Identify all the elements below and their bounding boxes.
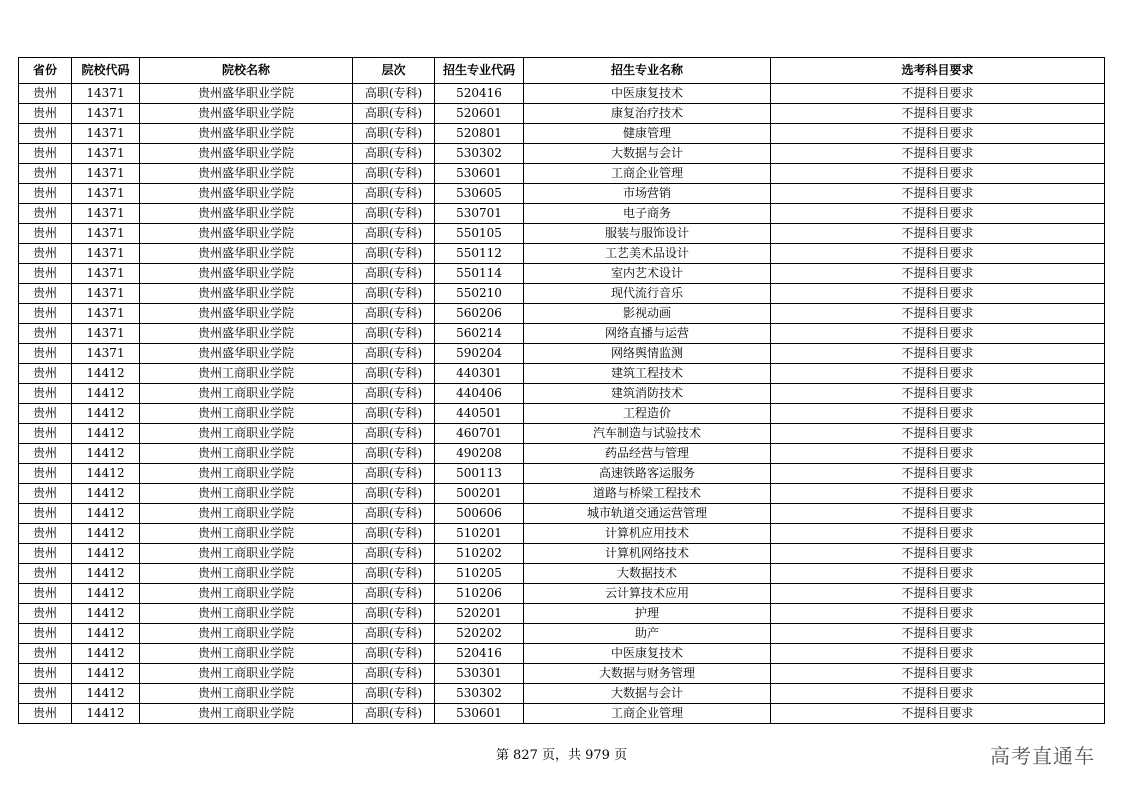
table-row bbox=[19, 304, 1105, 324]
major-name-cell: 建筑工程技术 bbox=[524, 364, 771, 384]
subject-requirement-cell: 不提科目要求 bbox=[771, 444, 1105, 464]
subject-requirement-cell: 不提科目要求 bbox=[771, 404, 1105, 424]
major-code-cell: 490208 bbox=[435, 444, 524, 464]
subject-requirement-cell: 不提科目要求 bbox=[771, 244, 1105, 264]
province-cell: 贵州 bbox=[19, 584, 72, 604]
province-cell: 贵州 bbox=[19, 184, 72, 204]
school-code-cell: 14371 bbox=[72, 224, 140, 244]
table-row bbox=[19, 284, 1105, 304]
school-name-cell: 贵州工商职业学院 bbox=[140, 704, 353, 724]
school-name-cell: 贵州盛华职业学院 bbox=[140, 324, 353, 344]
province-cell: 贵州 bbox=[19, 484, 72, 504]
school-code-cell: 14412 bbox=[72, 644, 140, 664]
major-code-cell: 530301 bbox=[435, 664, 524, 684]
table-row bbox=[19, 344, 1105, 364]
school-code-cell: 14412 bbox=[72, 604, 140, 624]
table-row bbox=[19, 704, 1105, 724]
school-name-cell: 贵州工商职业学院 bbox=[140, 624, 353, 644]
major-name-cell: 助产 bbox=[524, 624, 771, 644]
school-name-cell: 贵州工商职业学院 bbox=[140, 584, 353, 604]
major-code-cell: 500606 bbox=[435, 504, 524, 524]
level-cell: 高职(专科) bbox=[353, 424, 435, 444]
major-name-cell: 服装与服饰设计 bbox=[524, 224, 771, 244]
school-code-cell: 14371 bbox=[72, 304, 140, 324]
subject-requirement-cell: 不提科目要求 bbox=[771, 104, 1105, 124]
school-code-cell: 14412 bbox=[72, 384, 140, 404]
province-cell: 贵州 bbox=[19, 144, 72, 164]
major-name-cell: 康复治疗技术 bbox=[524, 104, 771, 124]
major-code-cell: 560206 bbox=[435, 304, 524, 324]
major-code-cell: 550105 bbox=[435, 224, 524, 244]
major-name-cell: 护理 bbox=[524, 604, 771, 624]
school-name-cell: 贵州盛华职业学院 bbox=[140, 264, 353, 284]
level-cell: 高职(专科) bbox=[353, 344, 435, 364]
school-name-cell: 贵州盛华职业学院 bbox=[140, 244, 353, 264]
major-code-cell: 460701 bbox=[435, 424, 524, 444]
province-cell: 贵州 bbox=[19, 324, 72, 344]
header-major-code: 招生专业代码 bbox=[435, 58, 524, 84]
school-name-cell: 贵州盛华职业学院 bbox=[140, 224, 353, 244]
subject-requirement-cell: 不提科目要求 bbox=[771, 584, 1105, 604]
subject-requirement-cell: 不提科目要求 bbox=[771, 624, 1105, 644]
major-name-cell: 云计算技术应用 bbox=[524, 584, 771, 604]
major-code-cell: 510206 bbox=[435, 584, 524, 604]
major-code-cell: 530605 bbox=[435, 184, 524, 204]
level-cell: 高职(专科) bbox=[353, 284, 435, 304]
major-code-cell: 500113 bbox=[435, 464, 524, 484]
school-code-cell: 14412 bbox=[72, 504, 140, 524]
school-name-cell: 贵州工商职业学院 bbox=[140, 644, 353, 664]
province-cell: 贵州 bbox=[19, 84, 72, 104]
level-cell: 高职(专科) bbox=[353, 364, 435, 384]
school-code-cell: 14412 bbox=[72, 544, 140, 564]
major-code-cell: 560214 bbox=[435, 324, 524, 344]
province-cell: 贵州 bbox=[19, 104, 72, 124]
school-code-cell: 14371 bbox=[72, 144, 140, 164]
subject-requirement-cell: 不提科目要求 bbox=[771, 164, 1105, 184]
table-row bbox=[19, 224, 1105, 244]
school-name-cell: 贵州盛华职业学院 bbox=[140, 344, 353, 364]
major-name-cell: 现代流行音乐 bbox=[524, 284, 771, 304]
school-code-cell: 14412 bbox=[72, 524, 140, 544]
level-cell: 高职(专科) bbox=[353, 224, 435, 244]
subject-requirement-cell: 不提科目要求 bbox=[771, 604, 1105, 624]
province-cell: 贵州 bbox=[19, 424, 72, 444]
major-name-cell: 工商企业管理 bbox=[524, 704, 771, 724]
major-name-cell: 计算机应用技术 bbox=[524, 524, 771, 544]
province-cell: 贵州 bbox=[19, 124, 72, 144]
major-name-cell: 药品经营与管理 bbox=[524, 444, 771, 464]
subject-requirement-cell: 不提科目要求 bbox=[771, 424, 1105, 444]
watermark: 高考直通车 bbox=[990, 744, 1095, 768]
school-code-cell: 14371 bbox=[72, 244, 140, 264]
province-cell: 贵州 bbox=[19, 344, 72, 364]
major-code-cell: 500201 bbox=[435, 484, 524, 504]
subject-requirement-cell: 不提科目要求 bbox=[771, 344, 1105, 364]
subject-requirement-cell: 不提科目要求 bbox=[771, 384, 1105, 404]
table-row bbox=[19, 624, 1105, 644]
school-code-cell: 14371 bbox=[72, 324, 140, 344]
level-cell: 高职(专科) bbox=[353, 184, 435, 204]
province-cell: 贵州 bbox=[19, 684, 72, 704]
major-name-cell: 道路与桥梁工程技术 bbox=[524, 484, 771, 504]
major-name-cell: 大数据与会计 bbox=[524, 684, 771, 704]
school-code-cell: 14412 bbox=[72, 684, 140, 704]
table-row bbox=[19, 684, 1105, 704]
school-code-cell: 14371 bbox=[72, 124, 140, 144]
header-row bbox=[19, 58, 1105, 84]
table-row bbox=[19, 604, 1105, 624]
school-code-cell: 14371 bbox=[72, 164, 140, 184]
school-name-cell: 贵州工商职业学院 bbox=[140, 444, 353, 464]
province-cell: 贵州 bbox=[19, 444, 72, 464]
province-cell: 贵州 bbox=[19, 644, 72, 664]
level-cell: 高职(专科) bbox=[353, 144, 435, 164]
table-row bbox=[19, 584, 1105, 604]
province-cell: 贵州 bbox=[19, 204, 72, 224]
level-cell: 高职(专科) bbox=[353, 644, 435, 664]
school-code-cell: 14412 bbox=[72, 464, 140, 484]
major-code-cell: 510202 bbox=[435, 544, 524, 564]
table-row bbox=[19, 264, 1105, 284]
school-name-cell: 贵州工商职业学院 bbox=[140, 604, 353, 624]
subject-requirement-cell: 不提科目要求 bbox=[771, 124, 1105, 144]
level-cell: 高职(专科) bbox=[353, 124, 435, 144]
header-province: 省份 bbox=[19, 58, 72, 84]
province-cell: 贵州 bbox=[19, 304, 72, 324]
table-row bbox=[19, 84, 1105, 104]
school-name-cell: 贵州盛华职业学院 bbox=[140, 204, 353, 224]
school-name-cell: 贵州盛华职业学院 bbox=[140, 184, 353, 204]
province-cell: 贵州 bbox=[19, 364, 72, 384]
level-cell: 高职(专科) bbox=[353, 544, 435, 564]
school-name-cell: 贵州工商职业学院 bbox=[140, 404, 353, 424]
school-name-cell: 贵州工商职业学院 bbox=[140, 524, 353, 544]
major-code-cell: 510201 bbox=[435, 524, 524, 544]
major-code-cell: 520601 bbox=[435, 104, 524, 124]
province-cell: 贵州 bbox=[19, 464, 72, 484]
school-code-cell: 14412 bbox=[72, 564, 140, 584]
table-row bbox=[19, 564, 1105, 584]
school-code-cell: 14412 bbox=[72, 484, 140, 504]
major-code-cell: 520416 bbox=[435, 84, 524, 104]
province-cell: 贵州 bbox=[19, 544, 72, 564]
major-name-cell: 汽车制造与试验技术 bbox=[524, 424, 771, 444]
major-code-cell: 530601 bbox=[435, 704, 524, 724]
province-cell: 贵州 bbox=[19, 244, 72, 264]
level-cell: 高职(专科) bbox=[353, 584, 435, 604]
subject-requirement-cell: 不提科目要求 bbox=[771, 504, 1105, 524]
school-code-cell: 14371 bbox=[72, 84, 140, 104]
subject-requirement-cell: 不提科目要求 bbox=[771, 284, 1105, 304]
school-code-cell: 14371 bbox=[72, 184, 140, 204]
table-row bbox=[19, 484, 1105, 504]
major-code-cell: 550112 bbox=[435, 244, 524, 264]
level-cell: 高职(专科) bbox=[353, 664, 435, 684]
major-name-cell: 大数据与财务管理 bbox=[524, 664, 771, 684]
major-name-cell: 工艺美术品设计 bbox=[524, 244, 771, 264]
school-code-cell: 14412 bbox=[72, 424, 140, 444]
school-name-cell: 贵州盛华职业学院 bbox=[140, 164, 353, 184]
level-cell: 高职(专科) bbox=[353, 264, 435, 284]
school-name-cell: 贵州盛华职业学院 bbox=[140, 284, 353, 304]
major-code-cell: 440406 bbox=[435, 384, 524, 404]
table-row bbox=[19, 204, 1105, 224]
subject-requirement-cell: 不提科目要求 bbox=[771, 184, 1105, 204]
school-name-cell: 贵州盛华职业学院 bbox=[140, 124, 353, 144]
school-name-cell: 贵州工商职业学院 bbox=[140, 484, 353, 504]
school-code-cell: 14412 bbox=[72, 364, 140, 384]
school-code-cell: 14412 bbox=[72, 404, 140, 424]
province-cell: 贵州 bbox=[19, 504, 72, 524]
major-name-cell: 中医康复技术 bbox=[524, 644, 771, 664]
subject-requirement-cell: 不提科目要求 bbox=[771, 684, 1105, 704]
major-name-cell: 工商企业管理 bbox=[524, 164, 771, 184]
school-name-cell: 贵州工商职业学院 bbox=[140, 364, 353, 384]
level-cell: 高职(专科) bbox=[353, 464, 435, 484]
major-code-cell: 520202 bbox=[435, 624, 524, 644]
major-name-cell: 电子商务 bbox=[524, 204, 771, 224]
province-cell: 贵州 bbox=[19, 224, 72, 244]
header-school-name: 院校名称 bbox=[140, 58, 353, 84]
school-code-cell: 14371 bbox=[72, 204, 140, 224]
level-cell: 高职(专科) bbox=[353, 404, 435, 424]
header-major-name: 招生专业名称 bbox=[524, 58, 771, 84]
table-row bbox=[19, 644, 1105, 664]
major-name-cell: 大数据与会计 bbox=[524, 144, 771, 164]
subject-requirement-cell: 不提科目要求 bbox=[771, 464, 1105, 484]
level-cell: 高职(专科) bbox=[353, 164, 435, 184]
major-name-cell: 高速铁路客运服务 bbox=[524, 464, 771, 484]
major-code-cell: 440301 bbox=[435, 364, 524, 384]
school-code-cell: 14371 bbox=[72, 284, 140, 304]
major-code-cell: 520801 bbox=[435, 124, 524, 144]
school-name-cell: 贵州工商职业学院 bbox=[140, 424, 353, 444]
school-name-cell: 贵州工商职业学院 bbox=[140, 664, 353, 684]
level-cell: 高职(专科) bbox=[353, 324, 435, 344]
major-name-cell: 中医康复技术 bbox=[524, 84, 771, 104]
header-school-code: 院校代码 bbox=[72, 58, 140, 84]
level-cell: 高职(专科) bbox=[353, 444, 435, 464]
school-name-cell: 贵州盛华职业学院 bbox=[140, 84, 353, 104]
table-row bbox=[19, 544, 1105, 564]
subject-requirement-cell: 不提科目要求 bbox=[771, 484, 1105, 504]
level-cell: 高职(专科) bbox=[353, 604, 435, 624]
table-row bbox=[19, 164, 1105, 184]
admission-table bbox=[18, 57, 1105, 724]
table-row bbox=[19, 124, 1105, 144]
school-code-cell: 14412 bbox=[72, 584, 140, 604]
table-row bbox=[19, 384, 1105, 404]
subject-requirement-cell: 不提科目要求 bbox=[771, 304, 1105, 324]
subject-requirement-cell: 不提科目要求 bbox=[771, 264, 1105, 284]
major-name-cell: 健康管理 bbox=[524, 124, 771, 144]
major-name-cell: 建筑消防技术 bbox=[524, 384, 771, 404]
level-cell: 高职(专科) bbox=[353, 564, 435, 584]
subject-requirement-cell: 不提科目要求 bbox=[771, 704, 1105, 724]
school-name-cell: 贵州工商职业学院 bbox=[140, 464, 353, 484]
level-cell: 高职(专科) bbox=[353, 304, 435, 324]
school-name-cell: 贵州工商职业学院 bbox=[140, 564, 353, 584]
level-cell: 高职(专科) bbox=[353, 704, 435, 724]
level-cell: 高职(专科) bbox=[353, 244, 435, 264]
major-name-cell: 计算机网络技术 bbox=[524, 544, 771, 564]
level-cell: 高职(专科) bbox=[353, 624, 435, 644]
table-row bbox=[19, 504, 1105, 524]
school-code-cell: 14412 bbox=[72, 624, 140, 644]
table-row bbox=[19, 184, 1105, 204]
school-name-cell: 贵州工商职业学院 bbox=[140, 504, 353, 524]
level-cell: 高职(专科) bbox=[353, 684, 435, 704]
major-name-cell: 影视动画 bbox=[524, 304, 771, 324]
subject-requirement-cell: 不提科目要求 bbox=[771, 84, 1105, 104]
subject-requirement-cell: 不提科目要求 bbox=[771, 224, 1105, 244]
province-cell: 贵州 bbox=[19, 664, 72, 684]
level-cell: 高职(专科) bbox=[353, 84, 435, 104]
major-code-cell: 530302 bbox=[435, 684, 524, 704]
province-cell: 贵州 bbox=[19, 384, 72, 404]
level-cell: 高职(专科) bbox=[353, 484, 435, 504]
level-cell: 高职(专科) bbox=[353, 384, 435, 404]
table-row bbox=[19, 244, 1105, 264]
table-row bbox=[19, 664, 1105, 684]
level-cell: 高职(专科) bbox=[353, 204, 435, 224]
subject-requirement-cell: 不提科目要求 bbox=[771, 364, 1105, 384]
header-subject-requirement: 选考科目要求 bbox=[771, 58, 1105, 84]
province-cell: 贵州 bbox=[19, 164, 72, 184]
major-code-cell: 530701 bbox=[435, 204, 524, 224]
table-row bbox=[19, 404, 1105, 424]
level-cell: 高职(专科) bbox=[353, 504, 435, 524]
table-row bbox=[19, 104, 1105, 124]
school-name-cell: 贵州盛华职业学院 bbox=[140, 304, 353, 324]
table-row bbox=[19, 364, 1105, 384]
level-cell: 高职(专科) bbox=[353, 104, 435, 124]
major-code-cell: 530601 bbox=[435, 164, 524, 184]
level-cell: 高职(专科) bbox=[353, 524, 435, 544]
school-name-cell: 贵州工商职业学院 bbox=[140, 544, 353, 564]
subject-requirement-cell: 不提科目要求 bbox=[771, 144, 1105, 164]
school-name-cell: 贵州盛华职业学院 bbox=[140, 144, 353, 164]
table-row bbox=[19, 524, 1105, 544]
major-code-cell: 530302 bbox=[435, 144, 524, 164]
province-cell: 贵州 bbox=[19, 704, 72, 724]
province-cell: 贵州 bbox=[19, 264, 72, 284]
major-name-cell: 大数据技术 bbox=[524, 564, 771, 584]
major-name-cell: 室内艺术设计 bbox=[524, 264, 771, 284]
school-name-cell: 贵州盛华职业学院 bbox=[140, 104, 353, 124]
major-code-cell: 590204 bbox=[435, 344, 524, 364]
page-number: 第 827 页，共 979 页 bbox=[495, 748, 628, 763]
school-name-cell: 贵州工商职业学院 bbox=[140, 384, 353, 404]
province-cell: 贵州 bbox=[19, 564, 72, 584]
school-code-cell: 14412 bbox=[72, 664, 140, 684]
major-name-cell: 工程造价 bbox=[524, 404, 771, 424]
school-code-cell: 14371 bbox=[72, 344, 140, 364]
major-name-cell: 城市轨道交通运营管理 bbox=[524, 504, 771, 524]
major-code-cell: 440501 bbox=[435, 404, 524, 424]
school-code-cell: 14371 bbox=[72, 104, 140, 124]
major-code-cell: 550114 bbox=[435, 264, 524, 284]
table-row bbox=[19, 424, 1105, 444]
header-level: 层次 bbox=[353, 58, 435, 84]
major-name-cell: 网络舆情监测 bbox=[524, 344, 771, 364]
table-row bbox=[19, 324, 1105, 344]
subject-requirement-cell: 不提科目要求 bbox=[771, 524, 1105, 544]
province-cell: 贵州 bbox=[19, 404, 72, 424]
school-code-cell: 14371 bbox=[72, 264, 140, 284]
subject-requirement-cell: 不提科目要求 bbox=[771, 644, 1105, 664]
school-name-cell: 贵州工商职业学院 bbox=[140, 684, 353, 704]
major-code-cell: 510205 bbox=[435, 564, 524, 584]
school-code-cell: 14412 bbox=[72, 444, 140, 464]
subject-requirement-cell: 不提科目要求 bbox=[771, 544, 1105, 564]
province-cell: 贵州 bbox=[19, 524, 72, 544]
subject-requirement-cell: 不提科目要求 bbox=[771, 324, 1105, 344]
subject-requirement-cell: 不提科目要求 bbox=[771, 664, 1105, 684]
table-row bbox=[19, 144, 1105, 164]
province-cell: 贵州 bbox=[19, 284, 72, 304]
table-row bbox=[19, 444, 1105, 464]
province-cell: 贵州 bbox=[19, 624, 72, 644]
school-code-cell: 14412 bbox=[72, 704, 140, 724]
major-name-cell: 市场营销 bbox=[524, 184, 771, 204]
subject-requirement-cell: 不提科目要求 bbox=[771, 204, 1105, 224]
major-name-cell: 网络直播与运营 bbox=[524, 324, 771, 344]
table-row bbox=[19, 464, 1105, 484]
subject-requirement-cell: 不提科目要求 bbox=[771, 564, 1105, 584]
province-cell: 贵州 bbox=[19, 604, 72, 624]
major-code-cell: 520201 bbox=[435, 604, 524, 624]
major-code-cell: 550210 bbox=[435, 284, 524, 304]
major-code-cell: 520416 bbox=[435, 644, 524, 664]
